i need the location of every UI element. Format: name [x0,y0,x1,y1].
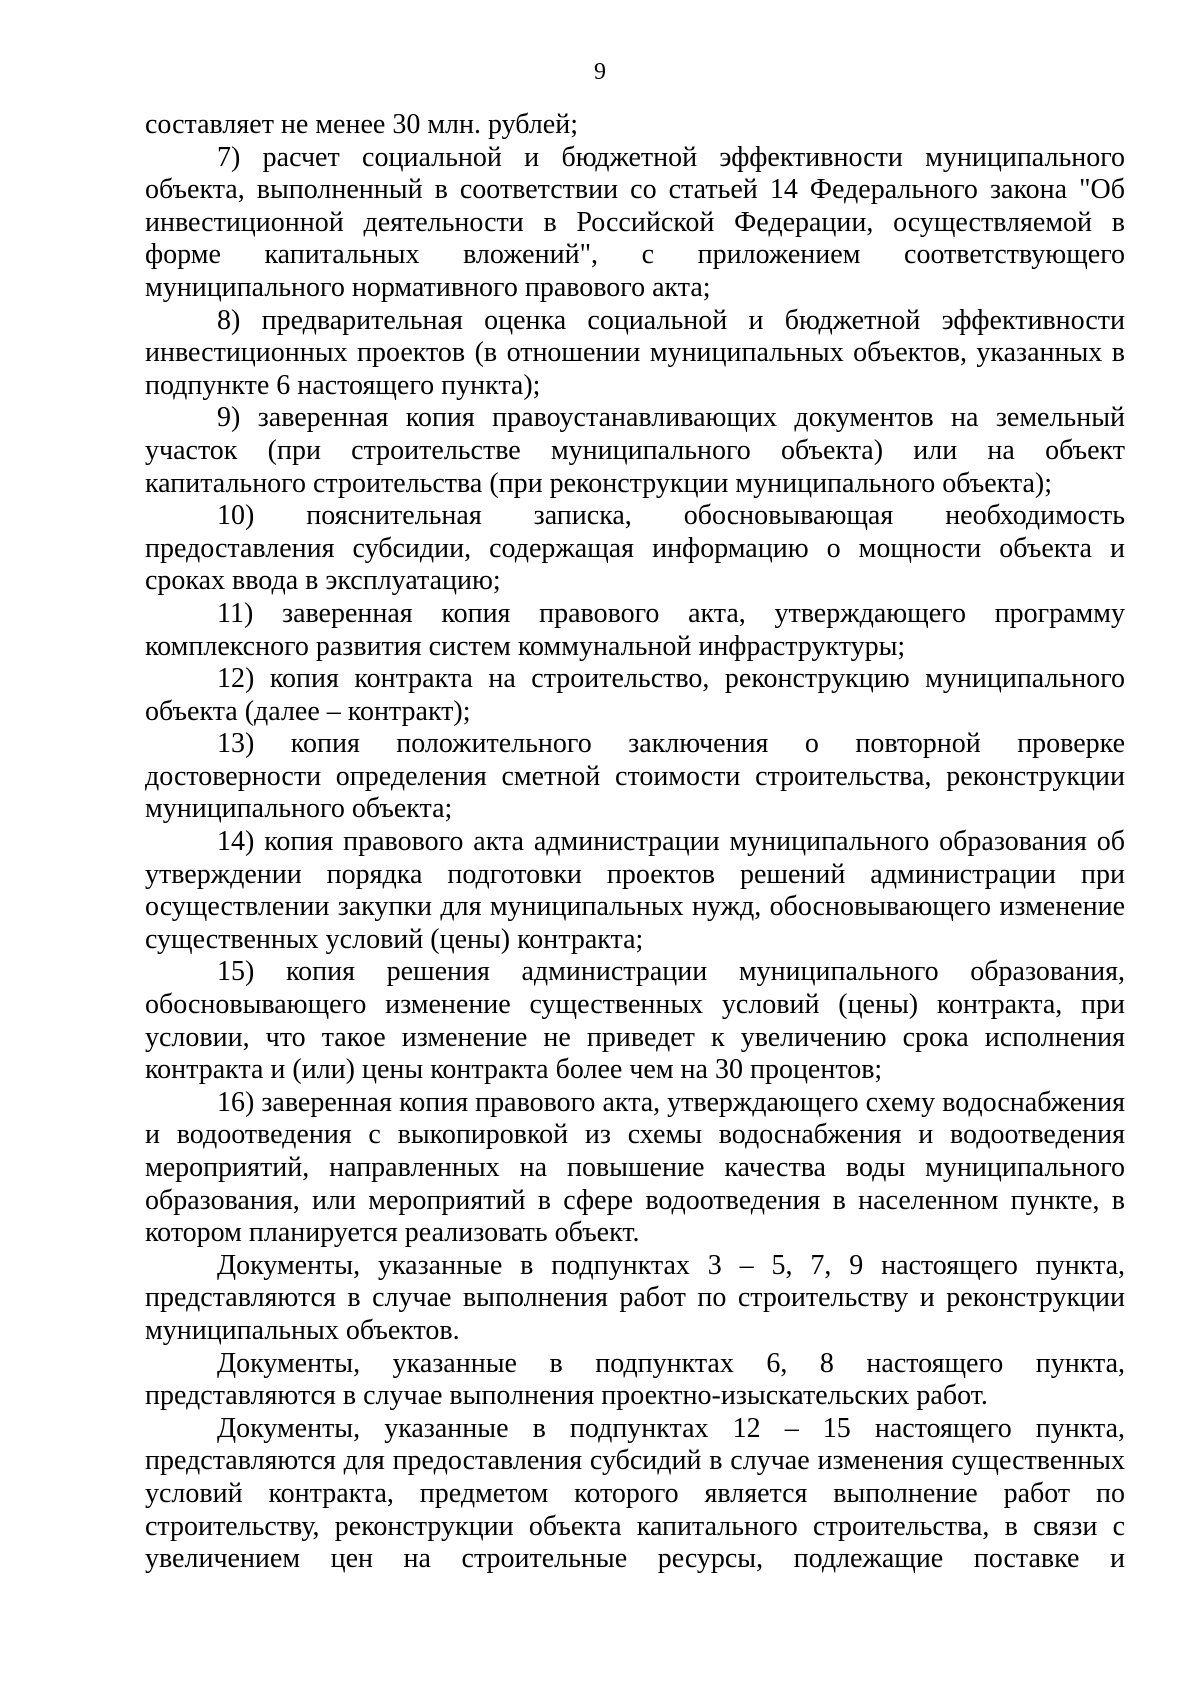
document-body [145,109,1125,1576]
list-item-11: 11) заверенная копия правового акта, утверждающего программу комплексного развития систем коммунальной инфраструктуры; [145,597,1125,662]
list-item-8: 8) предварительная оценка социальной и бюджетной эффективности инвестиционных проектов (в отношении муниципальных объектов, указанных в подпункте 6 настоящего пункта); [145,304,1125,401]
list-item-10: 10) пояснительная записка, обосновывающая необходимость предоставления субсидии, содержащая информацию о мощности объекта и сроках ввода в эксплуатацию; [145,500,1125,597]
page-number: 9 [594,59,606,85]
list-item-12: 12) копия контракта на строительство, реконструкцию муниципального объекта (далее – контракт); [145,663,1125,727]
list-item-16: 16) заверенная копия правового акта, утверждающего схему водоснабжения и водоотведения с выкопировкой из схемы водоснабжения и водоотведения мероприятий, направленных на повышение качества воды муниципального образования, или мероприятий в сфере водоотведения в населенном пункте, в котором планируется реализовать объект. [145,1086,1125,1249]
documents-note-survey: Документы, указанные в подпунктах 6, 8 настоящего пункта, представляются в случае выполнения проектно-изыскательских работ. [145,1347,1125,1412]
documents-note-contract-change: Документы, указанные в подпунктах 12 – 15 настоящего пункта, представляются для предоставления субсидий в случае изменения существенных условий контракта, предметом которого является выполнение работ по строительству, реконструкции объекта капитального строительства, в связи с увеличением цен на строительные ресурсы, подлежащие поставке и [145,1412,1125,1575]
list-item-7: 7) расчет социальной и бюджетной эффективности муниципального объекта, выполненный в соответствии со статьей 14 Федерального закона "Об инвестиционной деятельности в Российской Федерации, осуществляемой в форме капитальных вложений", с приложением соответствующего муниципального нормативного правового акта; [145,141,1125,303]
paragraph-continuation: составляет не менее 30 млн. рублей; [145,109,578,140]
list-item-13: 13) копия положительного заключения о повторной проверке достоверности определения сметной стоимости строительства, реконструкции муниципального объекта; [145,728,1125,825]
list-item-9: 9) заверенная копия правоустанавливающих документов на земельный участок (при строительстве муниципального объекта) или на объект капитального строительства (при реконструкции муниципального объекта); [145,402,1125,499]
list-item-14: 14) копия правового акта администрации муниципального образования об утверждении порядка подготовки проектов решений администрации при осуществлении закупки для муниципальных нужд, обосновывающего изменение существенных условий (цены) контракта; [145,826,1125,955]
list-item-15: 15) копия решения администрации муниципального образования, обосновывающего изменение существенных условий (цены) контракта, при условии, что такое изменение не приведет к увеличению срока исполнения контракта и (или) цены контракта более чем на 30 процентов; [145,956,1125,1086]
documents-note-construction: Документы, указанные в подпунктах 3 – 5, 7, 9 настоящего пункта, представляются в случае выполнения работ по строительству и реконструкции муниципальных объектов. [145,1249,1125,1346]
